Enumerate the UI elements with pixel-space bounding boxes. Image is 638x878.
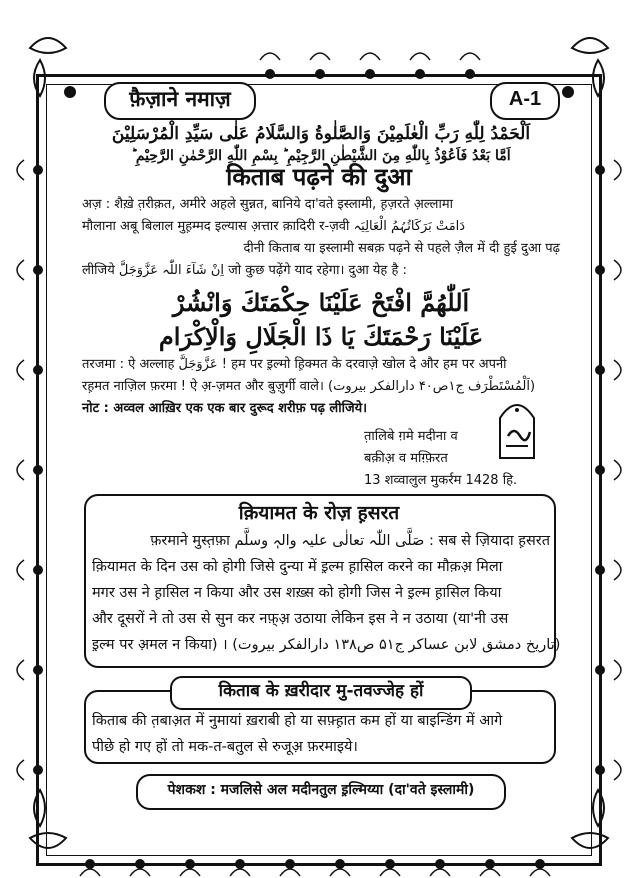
qiyamat-line: क़ियामत के दिन उस को होगी जिसे दुन्या में इ़ल्म ह़ासिल करने का मौक़अ़ मिला [92, 559, 503, 575]
translation-line: रह़मत नाज़िल फ़रमा ! ऐ अ़-ज़मत और बुज़ुर्गी वाले। (اَلْمُسْتَطْرَف ج۱ص۴۰ دارالفکر بیروت) [82, 379, 536, 394]
page-code: A-1 [490, 82, 560, 120]
qiyamat-line: फ़रमाने मुस्त़फ़ा صَلَّی اللّٰہ تعالٰی علیہ والہٖ وسلَّم : सब से ज़ियादा ह़सरत [150, 533, 550, 549]
translation-line: तरजमा : ऐ अल्लाह عَزَّوَجَلَّ ! हम पर इ़ल्मो ह़िक्मत के दरवाज़े खोल दे और हम पर अपनी [82, 357, 507, 372]
qiyamat-line: और दूसरों ने तो उस से सुन कर नफ़्अ़ उठाया लेकिन इस ने न उठाया (या'नी उस [92, 611, 509, 627]
book-title: फ़ैज़ाने नमाज़ [104, 82, 256, 120]
signature-line: त़ालिबे ग़मे मदीना व [364, 429, 458, 444]
invocation-line-2: اَمَّا بَعْدُ فَاَعُوْذُ بِاللّٰهِ مِنَ الشَّیْطٰنِ الرَّجِیْمِ ؕ بِسْمِ اللّٰهِ الرَّحْمٰنِ الرَّحِیْمِ ؕ [131, 148, 511, 164]
note-line: नोट : अव्वल आख़िर एक एक बार दुरूद शरीफ़ पढ़ लीजिये। [82, 401, 368, 416]
qiyamat-line: मगर उस ने ह़ासिल न किया और उस शख़्स को होगी जिस ने इ़ल्म ह़ासिल किया [92, 585, 502, 601]
dua-arabic-line-2: عَلَيْنَا رَحْمَتَكَ يَا ذَا الْجَلَالِ وَالْاِكْرَام [158, 322, 484, 351]
qiyamat-line: इ़ल्म पर अ़मल न किया) । (تاریخ دمشق لابن عساکر ج۵۱ ص۱۳۸ دارالفکر بیروت) [92, 637, 561, 653]
qiyamat-title: क़ियामत के रोज़ ह़सरत [238, 502, 400, 524]
signature-date: 13 शव्वालुल मुकर्रम 1428 हि. [364, 473, 518, 488]
calligraphy-seal [490, 388, 544, 464]
dua-arabic-line-1: اَللّٰهُمَّ افْتَحْ عَلَيْنَا حِكْمَتَكَ وَانْشُرْ [172, 288, 470, 317]
publisher-footer: पेशकश : मजलिसे अल मदीनतुल इ़ल्मिय्या (दा'वते इस्लामी) [136, 774, 506, 810]
dua-text-line: मौलाना अबू बिलाल मुह़म्मद इल्यास अ़त्तार क़ादिरी र-ज़वी دَامَتْ بَرَکَاتُہُمُ الْعَالِیَہ [82, 219, 466, 234]
buyers-title: किताब के ख़रीदार मु-तवज्जेह हों [170, 676, 472, 710]
buyers-line: पीछे हो गए हों तो मक-त-बतुल से रुजूअ़ फ़रमाइये। [92, 739, 358, 755]
dua-text-line: दीनी किताब या इस्लामी सबक़ पढ़ने से पहले ज़ैल में दी हुई दुआ पढ़ [243, 241, 560, 256]
invocation-line-1: اَلْحَمْدُ لِلّٰهِ رَبِّ الْعٰلَمِیْنَ وَالصَّلٰوةُ وَالسَّلَامُ عَلٰی سَیِّدِ الْمُرْسَلِیْنَ [111, 124, 531, 144]
dua-text-line: अज़ : शैख़े त़रीक़त, अमीरे अहले सुन्नत, बानिये दा'वते इस्लामी, ह़ज़रते अ़ल्लामा [82, 197, 453, 212]
signature-line: बक़ीअ़ व मग़्फ़िरत [364, 451, 448, 466]
buyers-line: किताब की त़बाअ़त में नुमायां ख़राबी हो या सफ़्ह़ात कम हों या बाइन्डिंग में आगे [92, 713, 503, 729]
dua-text-line: लीजिये اِنْ شَآءَ اللّٰہ عَزَّوَجَلَّ जो कुछ पढ़ेंगे याद रहेगा। दुआ येह है : [82, 263, 407, 278]
dua-title: किताब पढ़ने की दुआ [226, 163, 412, 191]
